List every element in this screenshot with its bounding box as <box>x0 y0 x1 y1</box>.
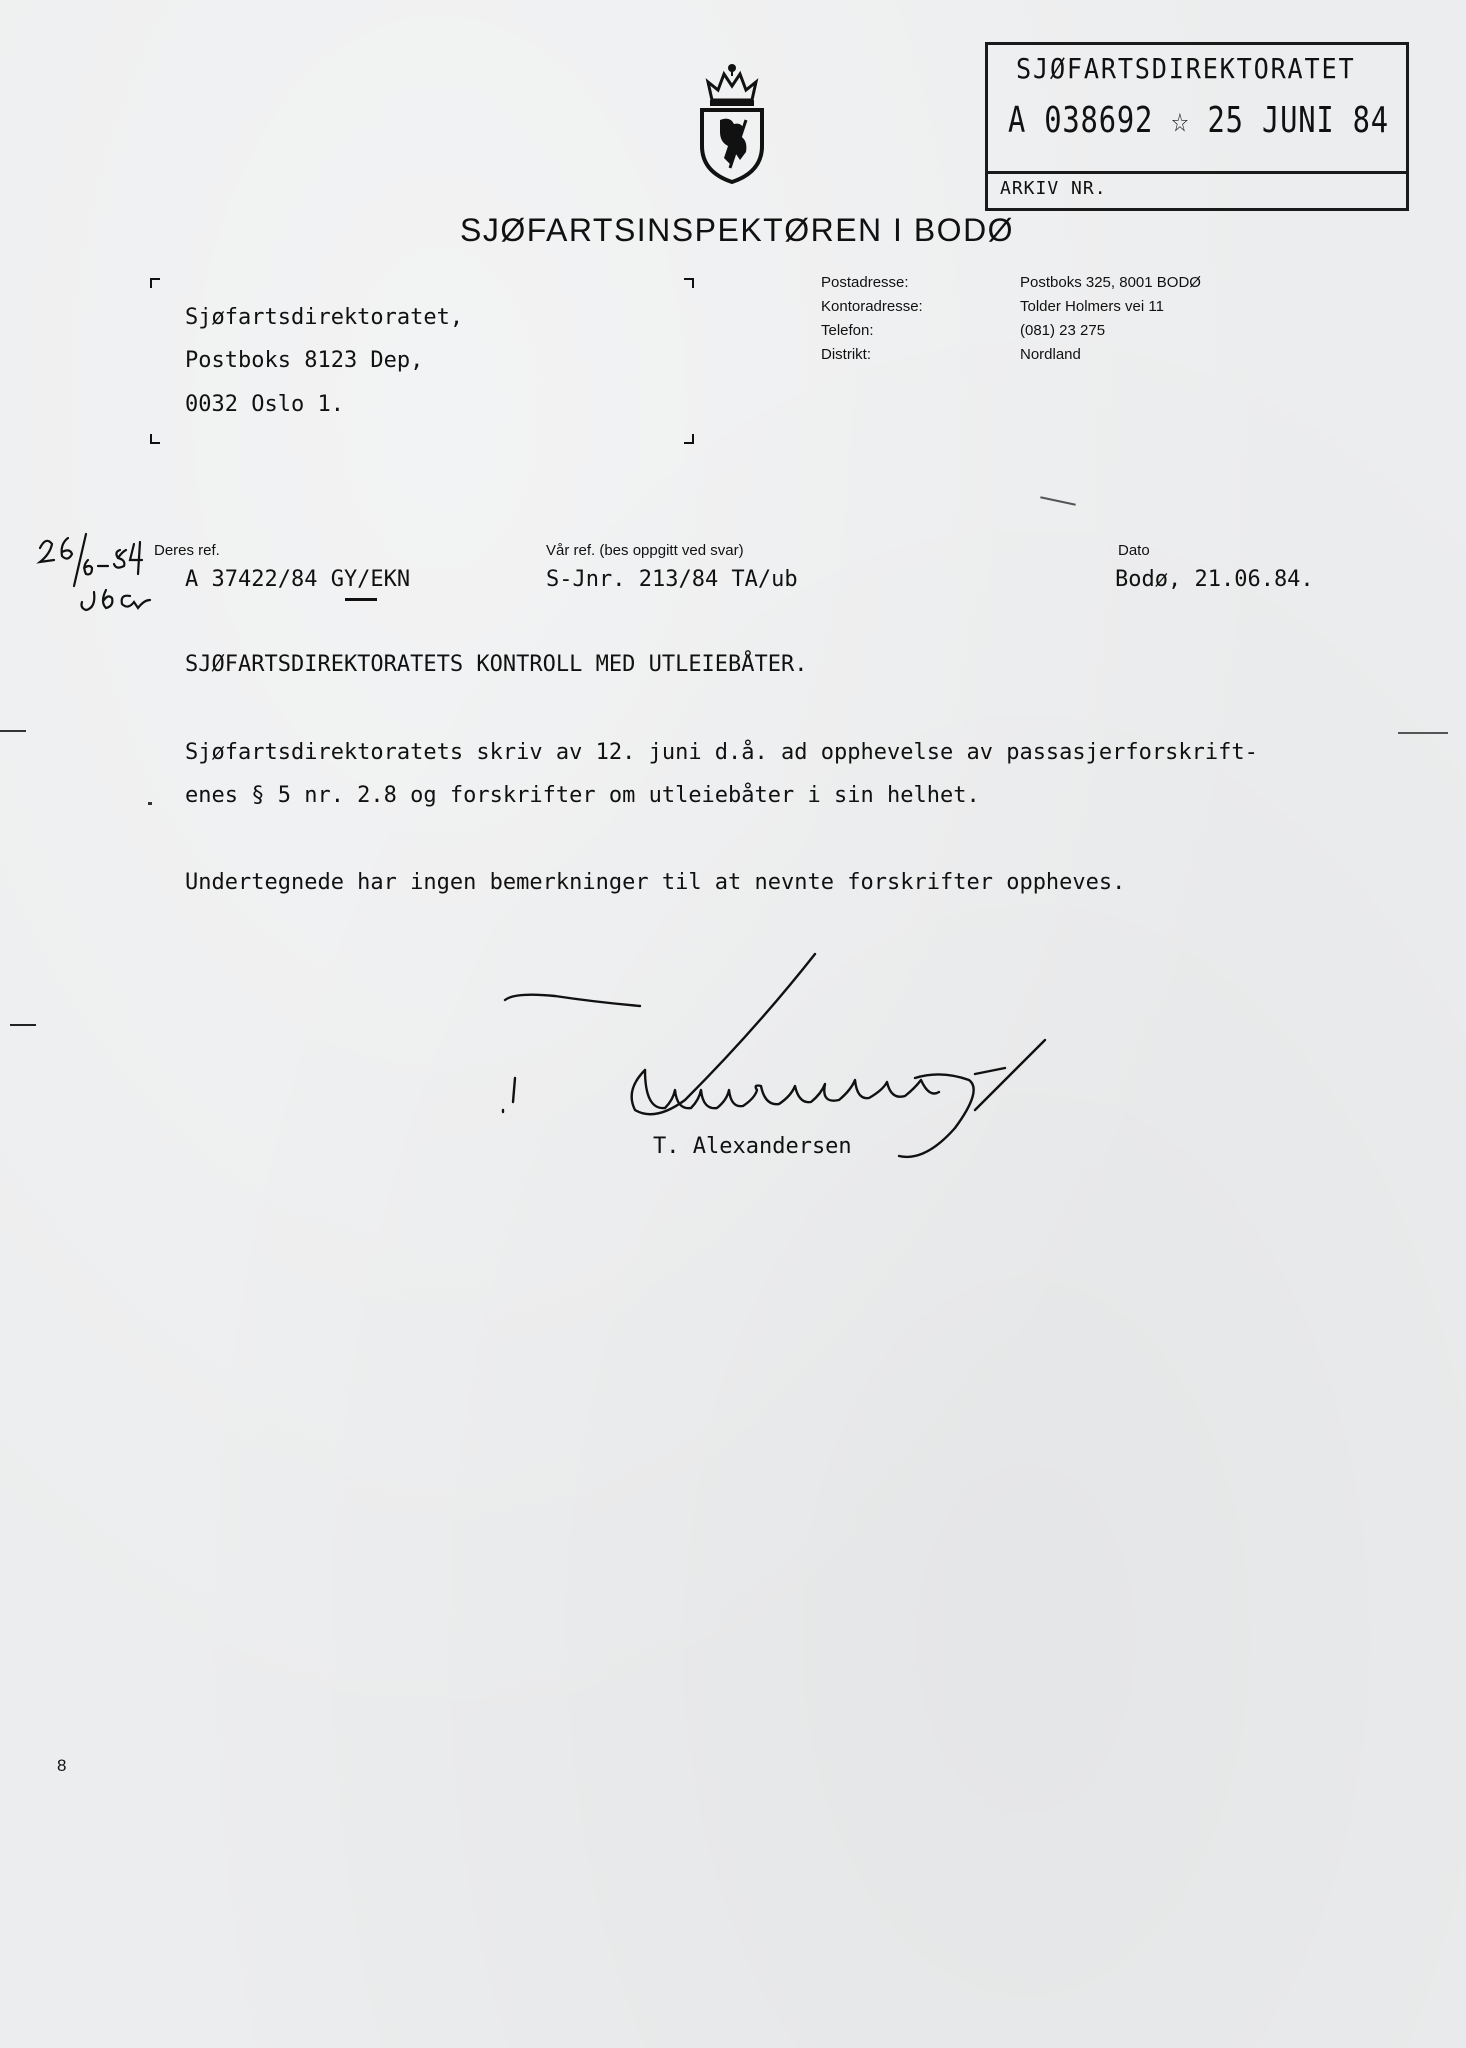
our-ref-value: S-Jnr. 213/84 TA/ub <box>546 567 798 592</box>
stamp-number: A 038692 ☆ 25 JUNI 84 <box>1008 100 1389 141</box>
archive-label: ARKIV NR. <box>1000 178 1107 199</box>
body-paragraph-line: Sjøfartsdirektoratets skriv av 12. juni d.å. ad opphevelse av passasjerforskrift- <box>185 740 1258 765</box>
date-label: Dato <box>1118 542 1150 559</box>
address-window-corner <box>150 278 160 288</box>
signer-name: T. Alexandersen <box>653 1134 852 1159</box>
stamp-title: SJØFARTSDIREKTORATET <box>1016 52 1356 85</box>
district-label: Distrikt: <box>821 346 871 363</box>
date-value: Bodø, 21.06.84. <box>1115 567 1314 592</box>
recipient-line: 0032 Oslo 1. <box>185 392 344 417</box>
address-window-corner <box>150 434 160 444</box>
scan-mark <box>1398 732 1448 734</box>
letter-subject: SJØFARTSDIREKTORATETS KONTROLL MED UTLEIEBÅTER. <box>185 652 808 677</box>
district-value: Nordland <box>1020 346 1081 363</box>
organization-name: SJØFARTSINSPEKTØREN I BODØ <box>460 212 1015 248</box>
scan-mark <box>148 802 152 805</box>
recipient-line: Postboks 8123 Dep, <box>185 348 424 373</box>
coat-of-arms-icon <box>690 60 774 186</box>
office-address-value: Tolder Holmers vei 11 <box>1020 298 1164 315</box>
address-window-corner <box>684 278 694 288</box>
body-paragraph: Undertegnede har ingen bemerkninger til at nevnte forskrifter oppheves. <box>185 870 1126 895</box>
recipient-line: Sjøfartsdirektoratet, <box>185 305 464 330</box>
scan-mark <box>0 730 26 732</box>
your-ref-value: A 37422/84 GY/EKN <box>185 567 411 592</box>
your-ref-label: Deres ref. <box>154 542 220 559</box>
page-number: 8 <box>57 1756 67 1775</box>
scan-mark <box>1040 496 1076 505</box>
postal-address-value: Postboks 325, 8001 BODØ <box>1020 274 1201 291</box>
our-ref-label: Vår ref. (bes oppgitt ved svar) <box>546 542 744 559</box>
scan-mark <box>10 1024 36 1026</box>
postal-address-label: Postadresse: <box>821 274 909 291</box>
body-paragraph-line: enes § 5 nr. 2.8 og forskrifter om utleiebåter i sin helhet. <box>185 783 980 808</box>
address-window-corner <box>684 434 694 444</box>
phone-label: Telefon: <box>821 322 874 339</box>
office-address-label: Kontoradresse: <box>821 298 923 315</box>
handwritten-underline <box>345 598 377 601</box>
handwritten-date-note <box>34 530 164 620</box>
phone-value: (081) 23 275 <box>1020 322 1106 339</box>
